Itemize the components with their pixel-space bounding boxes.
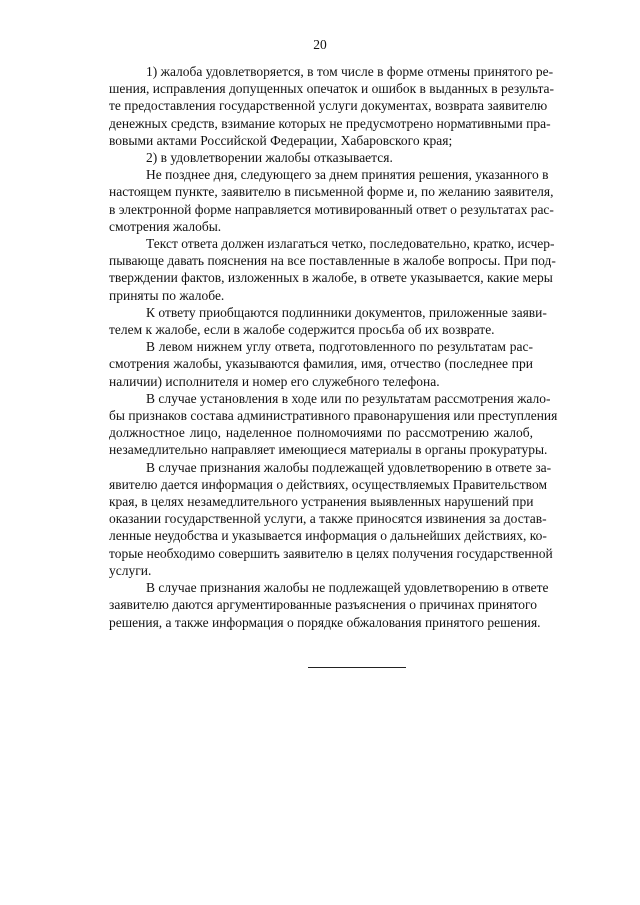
paragraph bbox=[109, 166, 554, 235]
paragraph bbox=[109, 459, 553, 579]
end-divider bbox=[308, 667, 406, 668]
paragraph bbox=[109, 63, 555, 149]
text-line: 1) жалоба удовлетворяется, в том числе в форме отмены принятого ре- bbox=[146, 64, 554, 79]
text-line: телем к жалобе, если в жалобе содержится просьба об их возврате. bbox=[109, 322, 495, 338]
text-line: В случае признания жалобы подлежащей удовлетворению в ответе за- bbox=[146, 459, 552, 475]
text-line: оказании государственной услуги, а также приносятся извинения за достав- bbox=[109, 511, 547, 527]
document-body bbox=[109, 63, 558, 631]
text-line: в электронной форме направляется мотивированный ответ о результатах рас- bbox=[109, 201, 554, 217]
text-line: должностное лицо, наделенное полномочиями по рассмотрению жалоб, bbox=[109, 425, 533, 441]
text-line: смотрения жалобы, указываются фамилия, имя, отчество (последнее при bbox=[109, 356, 533, 372]
text-line: явителю дается информация о действиях, осуществляемых Правительством bbox=[109, 476, 547, 492]
text-line: ленные неудобства и указывается информация о дальнейших действиях, ко- bbox=[109, 528, 547, 544]
text-line: бы признаков состава административного правонарушения или преступления bbox=[109, 408, 558, 424]
paragraph bbox=[109, 235, 556, 304]
text-line: заявителю даются аргументированные разъяснения о причинах принятого bbox=[109, 597, 537, 613]
text-line: тверждении фактов, изложенных в жалобе, в ответе указывается, какие меры bbox=[109, 270, 553, 286]
text-line: услуги. bbox=[109, 562, 152, 578]
text-line: Не позднее дня, следующего за днем принятия решения, указанного в bbox=[146, 167, 549, 183]
text-line: приняты по жалобе. bbox=[109, 287, 225, 303]
paragraph bbox=[109, 304, 547, 338]
text-line: К ответу приобщаются подлинники документов, приложенные заяви- bbox=[146, 304, 547, 320]
text-line: пывающе давать пояснения на все поставленные в жалобе вопросы. При под- bbox=[109, 253, 556, 269]
text-line: незамедлительно направляет имеющиеся материалы в органы прокуратуры. bbox=[109, 442, 548, 458]
text-line: торые необходимо совершить заявителю в целях получения государственной bbox=[109, 545, 553, 561]
text-line: шения, исправления допущенных опечаток и ошибок в выданных в результа- bbox=[109, 81, 555, 97]
text-line: Текст ответа должен излагаться четко, последовательно, кратко, исчер- bbox=[146, 236, 555, 252]
paragraph bbox=[109, 338, 533, 390]
text-line: вовыми актами Российской Федерации, Хабаровского края; bbox=[109, 132, 453, 148]
text-line: решения, а также информация о порядке обжалования принятого решения. bbox=[109, 614, 541, 630]
text-line: В случае установления в ходе или по результатам рассмотрения жало- bbox=[146, 390, 551, 406]
paragraph bbox=[109, 149, 533, 166]
text-line: настоящем пункте, заявителю в письменной форме и, по желанию заявителя, bbox=[109, 184, 554, 200]
paragraph bbox=[109, 390, 558, 459]
text-line: смотрения жалобы. bbox=[109, 218, 222, 234]
text-line: те предоставления государственной услуги документах, возврата заявителю bbox=[109, 98, 548, 114]
paragraph bbox=[109, 579, 549, 631]
text-line: В левом нижнем углу ответа, подготовленного по результатам рас- bbox=[146, 339, 533, 355]
text-line: денежных средств, взимание которых не предусмотрено нормативными пра- bbox=[109, 115, 551, 131]
text-line: В случае признания жалобы не подлежащей удовлетворению в ответе bbox=[146, 580, 549, 596]
text-line: края, в целях незамедлительного устранения выявленных нарушений при bbox=[109, 494, 534, 510]
text-line: наличии) исполнителя и номер его служебного телефона. bbox=[109, 373, 440, 389]
text-line: 2) в удовлетворении жалобы отказывается. bbox=[146, 150, 393, 166]
page-number: 20 bbox=[313, 37, 327, 52]
